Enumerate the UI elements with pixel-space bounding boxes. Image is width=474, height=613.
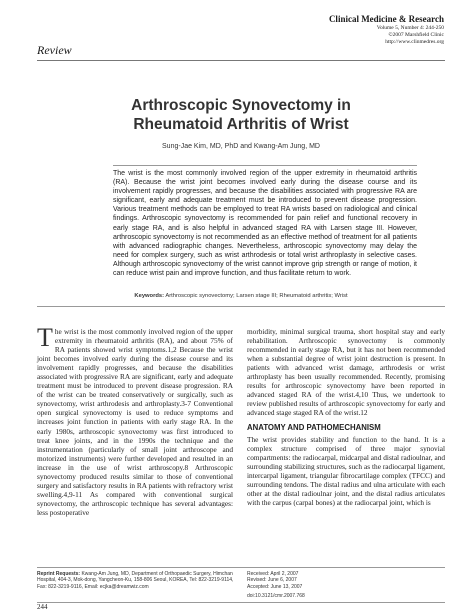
article-authors: Sung-Jae Kim, MD, PhD and Kwang-Am Jung, MD xyxy=(162,143,320,150)
section-heading: ANATOMY AND PATHOMECHANISM xyxy=(247,423,381,433)
doi[interactable]: doi:10.3121/cmr.2007.768 xyxy=(247,593,305,600)
journal-name: Clinical Medicine & Research xyxy=(328,14,444,24)
page-number: 244 xyxy=(37,603,48,611)
keywords xyxy=(37,293,445,299)
right-column-paragraph-1: morbidity, minimal surgical trauma, short hospital stay and early rehabilitation. Arthroscopic synovectomy is commonly recommended in early stage RA, but it has not been recommended when a substantial degree of wrist joint destruction is present. In patients with advanced wrist damage, arthrodesis or wrist arthroplasty has been usually recommended. Recently, promising results for arthroscopic synovectomy have been reported in advanced staged RA of the wrist.4,10 Thus, we undertook to review published results of arthroscopic synovectomy for early and advanced stage staged RA of the wrist.12 xyxy=(247,327,445,418)
journal-url[interactable]: http://www.clinmedres.org xyxy=(385,39,444,45)
section-label: Review xyxy=(37,43,72,57)
article-dates xyxy=(247,571,445,600)
left-column-text: he wrist is the most commonly involved region of the upper extremity in rheumatoid arthritis (RA), and about 75% of RA patients showed wrist symptoms.1,2 Because the wrist joint becomes involved early during the disease course and its involvement rapidly progresses, and because the disabilities associated with progressive RA are significant, early and adequate treatment must be introduced to prevent disease progression. RA of the wrist can be treated conservatively or surgically, such as synovectomy, wrist arthrodesis and arthroplasty.3-7 Conventional open surgical synovectomy is used to reduce symptoms and increases joint function in patients with early stage RA. In the early 1980s, arthroscopic synovectomy was first introduced to treat knee joints, and in the 1990s the technique and the instrumentation (particularly of small joint arthroscope and motorized instruments) were further developed and resulted in an increase in the use of wrist arthroscopy.8 Arthroscopic synovectomy produced results similar to those of conventional surgery and satisfactory results in RA patients with refractory wrist swelling.4,9-11 As compared with conventional surgical synovectomy, the arthroscopic technique has several advantages: less postoperative xyxy=(37,327,233,517)
abstract-divider xyxy=(113,165,417,166)
drop-cap: T xyxy=(37,323,53,352)
abstract: The wrist is the most commonly involved region of the upper extremity in rheumatoid arthritis (RA). Because the wrist joint becomes involved early during the disease course and its involvement rapidly progresses, and because the disabilities associated with progressive RA are significant, early and adequate treatment must be introduced to prevent disease progression. Various treatment methods can be employed to treat RA wrists based on radiological and clinical findings. Arthroscopic synovectomy is recommended for pain relief and functional recovery in early stage RA, and is also helpful in advanced staged RA with Larsen stage III. However, arthroscopic synovectomy is not recommended as an effective method of treatment for all patients with advanced radiographic changes. Nevertheless, arthroscopic synovectomy may delay the need for complex surgery, such as wrist arthrodesis or total wrist arthroplasty in selective cases. Although arthroscopic synovectomy of the wrist cannot improve grip strength or range of motion, it can reduce wrist pain and improve function, and thus facilitate return to work. xyxy=(113,170,417,278)
reprint-text: Kwang-Am Jung, MD, Department of Orthopaedic Surgery, Himchan Hospital, 404-3, Mok-dong, Yangcheon-Ku, 158-806 Seoul, KOREA, Tel: 822-3219-9114, Fax: 822-3219-9116, Email: ecjka@dreamwiz.com xyxy=(37,571,234,590)
title-line-2: Rheumatoid Arthritis of Wrist xyxy=(133,116,349,133)
body-right-column xyxy=(247,327,445,507)
journal-copyright: ©2007 Marshfield Clinic xyxy=(388,32,444,38)
body-left-column xyxy=(37,323,233,517)
journal-header xyxy=(244,14,444,46)
page-divider xyxy=(37,602,445,603)
accepted-date: Accepted: June 13, 2007 xyxy=(247,583,303,590)
reprint-label: Reprint Requests: xyxy=(37,571,81,577)
keywords-label: Keywords: xyxy=(134,293,165,299)
keywords-list: Arthroscopic synovectomy; Larsen stage III; Rheumatoid arthritis; Wrist xyxy=(165,293,348,299)
keywords-divider xyxy=(37,306,445,307)
article-title xyxy=(37,96,445,134)
right-column-paragraph-2: The wrist provides stability and function to the hand. It is a complex structure comprised of three major synovial compartments: the radiocarpal, midcarpal and distal radioulnar, and surrounding stabilizing structures, such as the radiocarpal ligament, intercarpal ligament, triangular fibrocartilage complex (TFCC) and surrounding tendons. The distal radius and ulna articulate with each other at the distal radioulnar joint, and the distal radius articulates with the carpus (carpal bones) at the radiocarpal joint, which is xyxy=(247,434,445,507)
revised-date: Revised: June 6, 2007 xyxy=(247,577,297,584)
reprint-requests xyxy=(37,571,237,590)
footer-divider xyxy=(37,567,445,568)
journal-volume: Volume 5, Number 4: 244-250 xyxy=(376,25,444,31)
header-divider xyxy=(37,60,445,61)
title-line-1: Arthroscopic Synovectomy in xyxy=(131,97,351,114)
received-date: Received: April 2, 2007 xyxy=(247,571,299,577)
